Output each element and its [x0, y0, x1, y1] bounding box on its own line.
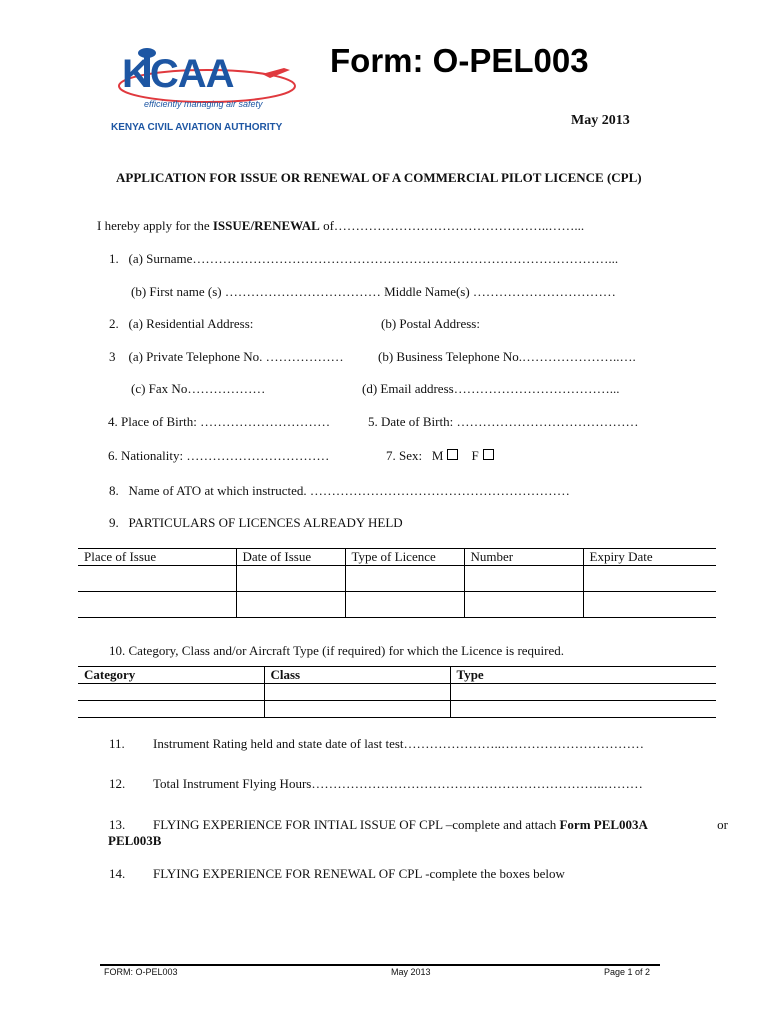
- table-row: [78, 566, 716, 592]
- table-cell[interactable]: [450, 684, 716, 701]
- private-telephone-field[interactable]: 3 (a) Private Telephone No. ………………: [109, 349, 344, 364]
- kcaa-logo: [112, 44, 302, 114]
- nationality-field[interactable]: 6. Nationality: ……………………………: [108, 448, 330, 463]
- instrument-rating-field[interactable]: Instrument Rating held and state date of last test…………………..……………………………: [153, 736, 645, 751]
- instrument-hours-field[interactable]: Total Instrument Flying Hours…………………………………………………………..………: [153, 776, 643, 791]
- item-12-number: 12.: [109, 776, 126, 791]
- header-type-of-licence: Type of Licence: [345, 549, 464, 566]
- item-13-form-b-text: PEL003B: [108, 833, 162, 848]
- table-cell[interactable]: [345, 566, 464, 592]
- table-cell[interactable]: [264, 701, 450, 718]
- apply-prefix: I hereby apply for the: [97, 218, 213, 233]
- email-field[interactable]: (d) Email address………………………………...: [362, 381, 620, 396]
- footer-date: May 2013: [391, 967, 431, 977]
- initial-experience-line: [153, 817, 728, 833]
- table-cell[interactable]: [78, 592, 236, 618]
- sex-f-checkbox[interactable]: [483, 449, 494, 460]
- table-header-row: [78, 667, 716, 684]
- form-date: May 2013: [571, 113, 630, 128]
- fax-field[interactable]: (c) Fax No………………: [131, 381, 266, 396]
- table-row: [78, 701, 716, 718]
- footer-page: Page 1 of 2: [604, 967, 651, 977]
- header-type: Type: [450, 667, 716, 684]
- sex-f-label: F: [471, 448, 479, 463]
- table-cell[interactable]: [583, 566, 716, 592]
- renewal-experience-line: FLYING EXPERIENCE FOR RENEWAL OF CPL -complete the boxes below: [153, 866, 565, 881]
- postal-address-field[interactable]: (b) Postal Address:: [381, 316, 480, 331]
- table-cell[interactable]: [236, 592, 345, 618]
- table-cell[interactable]: [78, 684, 264, 701]
- sex-m-checkbox[interactable]: [447, 449, 458, 460]
- sex-m-label: M: [431, 448, 444, 463]
- logo-tagline: efficiently managing air safety: [144, 99, 263, 109]
- surname-field[interactable]: 1. (a) Surname……………………………………………………………………………………...: [109, 251, 619, 266]
- footer-form: FORM: O-PEL003: [104, 967, 178, 977]
- business-telephone-field[interactable]: (b) Business Telephone No.…………………..….: [378, 349, 636, 364]
- date-of-birth-field[interactable]: 5. Date of Birth: ……………………………………: [368, 414, 639, 429]
- table-cell[interactable]: [464, 566, 583, 592]
- form-title: Form: O-PEL003: [330, 42, 589, 79]
- table-header-row: [78, 549, 716, 566]
- header-place-of-issue: Place of Issue: [78, 549, 236, 566]
- table-cell[interactable]: [345, 592, 464, 618]
- item-13-number: 13.: [109, 817, 126, 832]
- table-cell[interactable]: [264, 684, 450, 701]
- header-category: Category: [78, 667, 264, 684]
- category-heading: 10. Category, Class and/or Aircraft Type (if required) for which the Licence is required.: [109, 643, 565, 658]
- table-cell[interactable]: [78, 701, 264, 718]
- sex-label: 7. Sex:: [386, 448, 423, 463]
- apply-line: [97, 218, 584, 234]
- item-13-or: or: [717, 817, 728, 832]
- item-13-form-b: [108, 833, 161, 849]
- item-14-number: 14.: [109, 866, 126, 881]
- residential-address-field[interactable]: 2. (a) Residential Address:: [109, 316, 254, 331]
- application-title: APPLICATION FOR ISSUE OR RENEWAL OF A COMMERCIAL PILOT LICENCE (CPL): [116, 170, 642, 185]
- apply-bold: ISSUE/RENEWAL: [212, 218, 320, 233]
- logo-text: KCAA: [122, 52, 234, 96]
- place-of-birth-field[interactable]: 4. Place of Birth: …………………………: [108, 414, 331, 429]
- table-row: [78, 592, 716, 618]
- category-table: [78, 666, 716, 718]
- header-date-of-issue: Date of Issue: [236, 549, 345, 566]
- table-cell[interactable]: [464, 592, 583, 618]
- first-name-field[interactable]: (b) First name (s) ……………………………… Middle Name(s) ……………………………: [131, 284, 616, 299]
- ato-field[interactable]: 8. Name of ATO at which instructed. ……………………………………………………: [109, 483, 570, 498]
- table-cell[interactable]: [236, 566, 345, 592]
- licences-heading: 9. PARTICULARS OF LICENCES ALREADY HELD: [109, 515, 403, 530]
- item-11-number: 11.: [109, 736, 125, 751]
- sex-field: [386, 448, 494, 464]
- item-13-form-a: Form PEL003A: [559, 817, 648, 832]
- table-cell[interactable]: [583, 592, 716, 618]
- licences-table: [78, 548, 716, 618]
- footer-divider: [100, 964, 660, 966]
- table-cell[interactable]: [78, 566, 236, 592]
- header-number: Number: [464, 549, 583, 566]
- item-13-text: FLYING EXPERIENCE FOR INTIAL ISSUE OF CPL –complete and attach: [153, 817, 557, 832]
- apply-suffix: of…………………………………………..……...: [319, 218, 585, 233]
- header-class: Class: [264, 667, 450, 684]
- header-expiry-date: Expiry Date: [583, 549, 716, 566]
- table-row: [78, 684, 716, 701]
- table-cell[interactable]: [450, 701, 716, 718]
- authority-name: KENYA CIVIL AVIATION AUTHORITY: [111, 122, 283, 133]
